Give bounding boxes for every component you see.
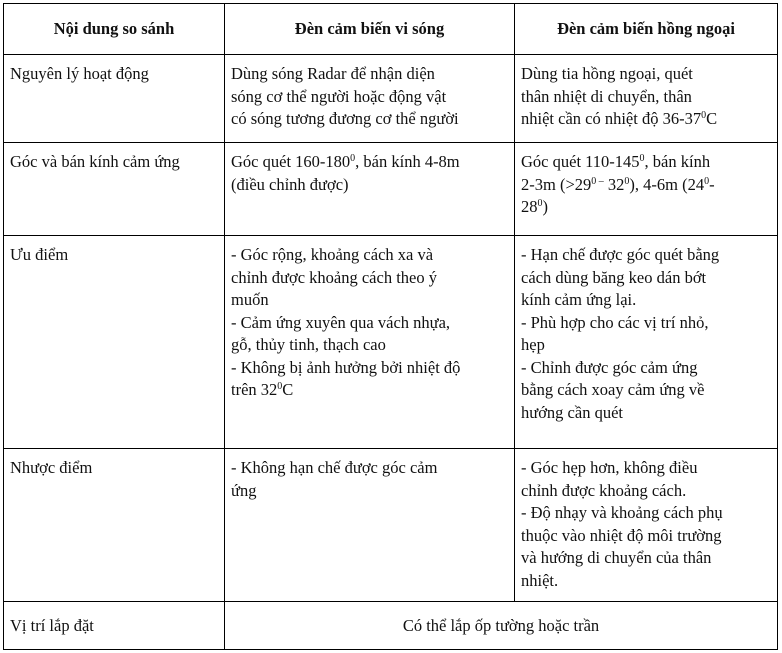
cell-line: thân nhiệt di chuyển, thân [521, 86, 692, 106]
cell-microwave [225, 143, 515, 236]
cell-line: và hướng di chuyển của thân [521, 548, 712, 567]
cell-microwave [225, 55, 515, 143]
table-row-principle [4, 55, 778, 143]
cell-merged: Có thể lắp ốp tường hoặc trần [225, 602, 778, 650]
cell-line: - Góc hẹp hơn, không điều [521, 458, 698, 477]
cell-line: bằng cách xoay cảm ứng về [521, 380, 705, 399]
cell-line: thuộc vào nhiệt độ môi trường [521, 525, 722, 545]
cell-line: kính cảm ứng lại. [521, 290, 637, 309]
header-row [4, 4, 778, 55]
cell-line: ứng [231, 480, 257, 500]
cell-infrared [515, 55, 778, 143]
cell-line: chỉnh được khoảng cách. [521, 480, 687, 500]
header-microwave: Đèn cảm biến vi sóng [225, 4, 515, 55]
table-row-angle [4, 143, 778, 236]
cell-line: - Không bị ảnh hưởng bởi nhiệt độ [231, 357, 461, 377]
table-row-advantages [4, 236, 778, 449]
cell-line: - Cảm ứng xuyên qua vách nhựa, [231, 312, 451, 332]
cell-line: 2-3m ($>29^{0 -}$ $32^0$), 4-6m ($24^0-$ [521, 174, 715, 194]
cell-infrared [515, 449, 778, 602]
row-label: Vị trí lắp đặt [4, 602, 225, 650]
header-criteria: Nội dung so sánh [4, 4, 225, 55]
row-label: Nguyên lý hoạt động [4, 55, 225, 143]
row-label: Góc và bán kính cảm ứng [4, 143, 225, 236]
cell-line: Dùng sóng Radar để nhận diện [231, 64, 435, 83]
table-row-disadvantages [4, 449, 778, 602]
cell-line: gỗ, thủy tinh, thạch cao [231, 335, 386, 354]
cell-infrared [515, 236, 778, 449]
cell-line: hướng cần quét [521, 402, 623, 422]
cell-line: cách dùng băng keo dán bớt [521, 267, 707, 287]
row-label: Ưu điểm [4, 236, 225, 449]
cell-line: hẹp [521, 335, 545, 354]
cell-microwave [225, 236, 515, 449]
cell-line: - Phù hợp cho các vị trí nhỏ, [521, 312, 709, 332]
cell-line: nhiệt cần có nhiệt độ $36-37^0C$ [521, 109, 718, 128]
cell-line: Góc quét $160-180^0$, bán kính 4-8m [231, 152, 460, 171]
header-infrared: Đèn cảm biến hồng ngoại [515, 4, 778, 55]
cell-line: - Không hạn chế được góc cảm [231, 458, 438, 477]
cell-line: chỉnh được khoảng cách theo ý [231, 267, 437, 287]
cell-line: - Hạn chế được góc quét bằng [521, 245, 720, 264]
cell-line: - Chỉnh được góc cảm ứng [521, 357, 698, 377]
cell-infrared [515, 143, 778, 236]
cell-line: - Độ nhạy và khoảng cách phụ [521, 503, 723, 522]
comparison-table [3, 3, 778, 650]
cell-line: nhiệt. [521, 570, 559, 590]
row-label: Nhược điểm [4, 449, 225, 602]
cell-line: sóng cơ thể người hoặc động vật [231, 86, 447, 106]
cell-line: trên $32^0C$ [231, 380, 294, 399]
cell-line: - Góc rộng, khoảng cách xa và [231, 245, 434, 264]
cell-line: Dùng tia hồng ngoại, quét [521, 64, 693, 83]
cell-line: $28^0$) [521, 197, 548, 216]
cell-line: có sóng tương đương cơ thể người [231, 109, 459, 128]
table-row-installation [4, 602, 778, 650]
cell-line: muốn [231, 290, 269, 309]
cell-line: (điều chỉnh được) [231, 174, 349, 194]
cell-line: Góc quét $110-145^0$, bán kính [521, 152, 711, 171]
cell-microwave [225, 449, 515, 602]
